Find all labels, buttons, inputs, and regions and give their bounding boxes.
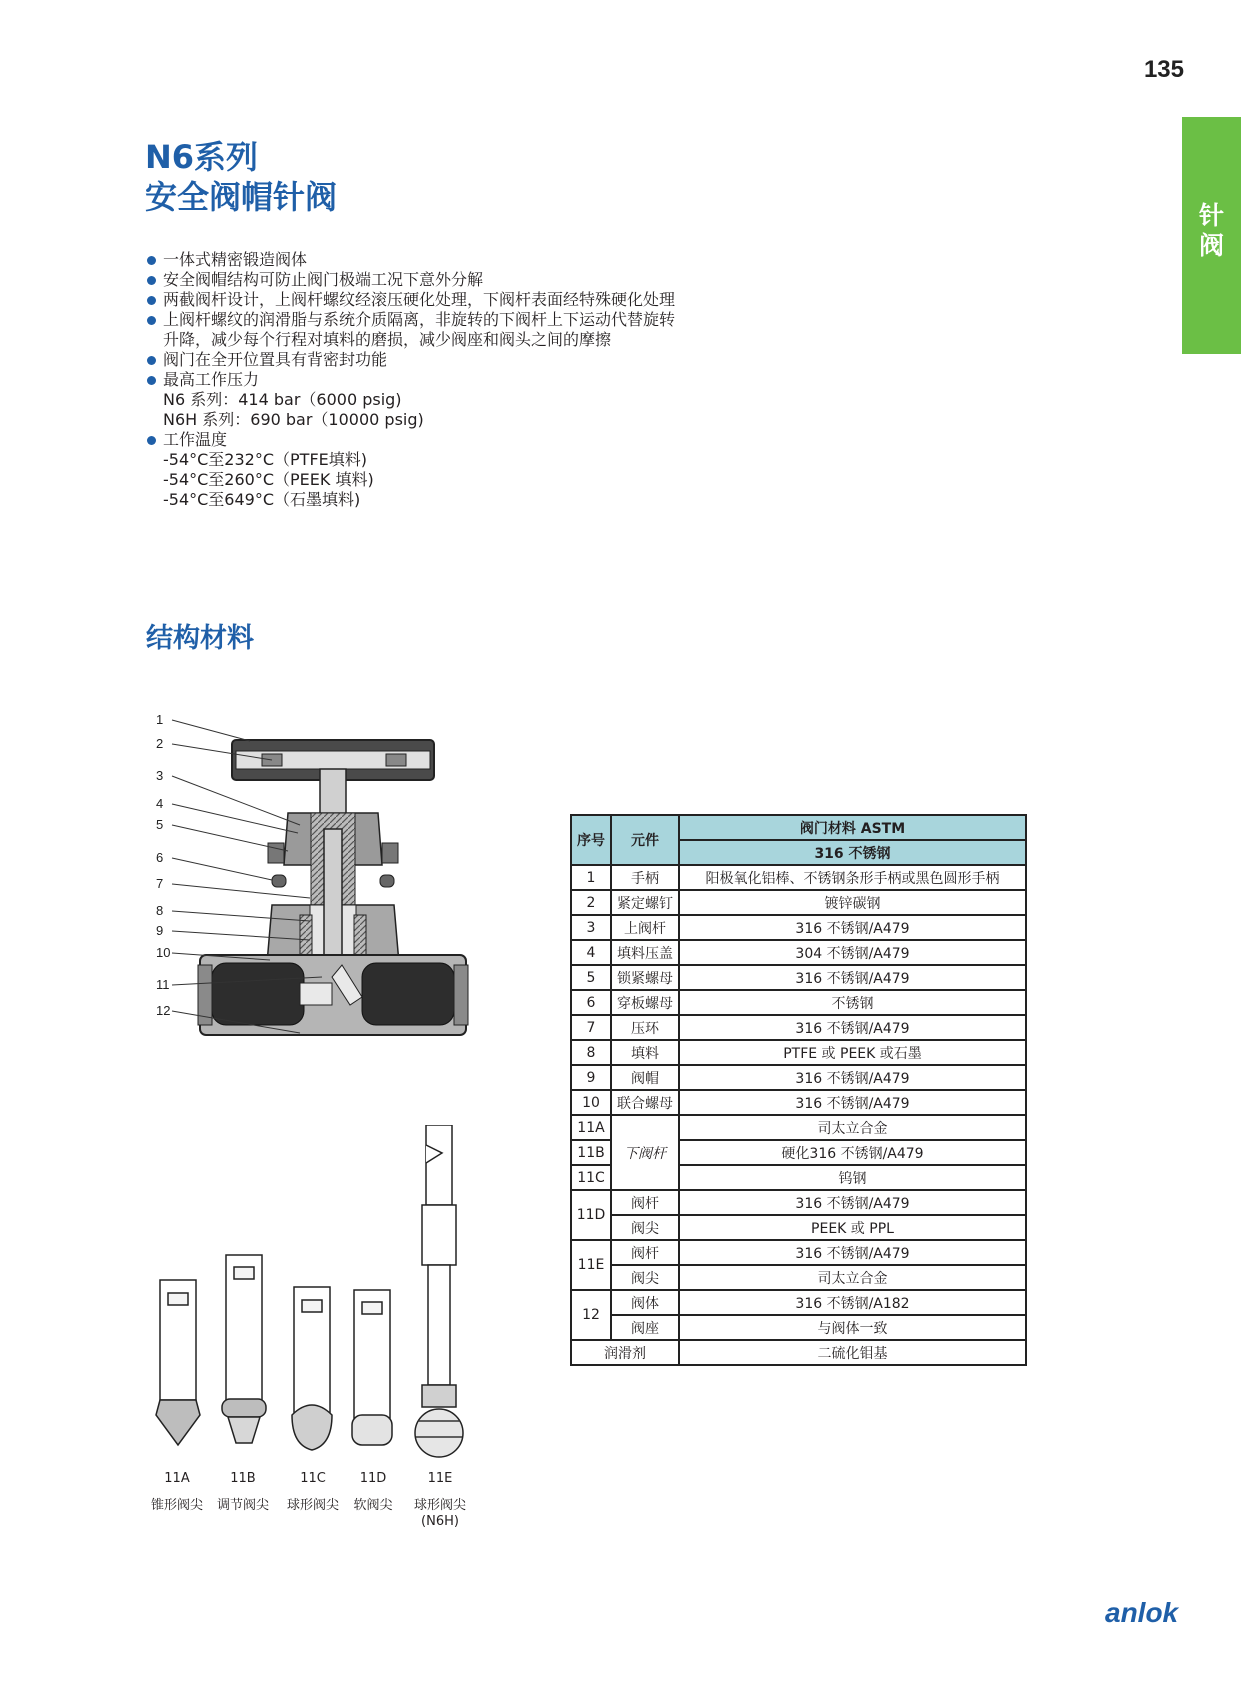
cell-material: 316 不锈钢/A479	[679, 1065, 1026, 1090]
table-row	[571, 990, 1026, 1015]
cell-part: 上阀杆	[611, 915, 679, 940]
table-row	[571, 1215, 1026, 1240]
table-row	[571, 865, 1026, 890]
tip-11d-soft	[352, 1290, 392, 1445]
table-row	[571, 1090, 1026, 1115]
feature-item: N6H 系列：690 bar（10000 psig)	[163, 410, 424, 429]
table-row	[571, 890, 1026, 915]
callout-4: 4	[156, 796, 164, 811]
cell-material: 硬化316 不锈钢/A479	[679, 1140, 1026, 1165]
cell-part: 手柄	[611, 865, 679, 890]
feature-item: 上阀杆螺纹的润滑脂与系统介质隔离，非旋转的下阀杆上下运动代替旋转	[145, 310, 675, 330]
cell-part: 锁紧螺母	[611, 965, 679, 990]
tip-label-11c: 11C 球形阀尖	[286, 1471, 339, 1513]
cell-no: 3	[571, 915, 611, 940]
tip-11e-ball-n6h	[415, 1125, 463, 1457]
cell-part: 穿板螺母	[611, 990, 679, 1015]
cell-no: 6	[571, 990, 611, 1015]
table-row	[571, 1065, 1026, 1090]
cell-material: 316 不锈钢/A479	[679, 1190, 1026, 1215]
feature-item: 最高工作压力	[145, 370, 675, 390]
cell-material: 316 不锈钢/A479	[679, 915, 1026, 940]
cell-no: 11C	[571, 1165, 611, 1190]
table-row	[571, 1265, 1026, 1290]
tip-11b-regulating	[222, 1255, 266, 1443]
cell-material: 阳极氧化铝棒、不锈钢条形手柄或黑色圆形手柄	[679, 865, 1026, 890]
cell-part: 阀尖	[611, 1265, 679, 1290]
header-material: 阀门材料 ASTM	[679, 815, 1026, 840]
cell-material: 316 不锈钢/A479	[679, 1240, 1026, 1265]
cell-material: 304 不锈钢/A479	[679, 940, 1026, 965]
table-row	[571, 1315, 1026, 1340]
cell-material: 司太立合金	[679, 1115, 1026, 1140]
cell-no: 9	[571, 1065, 611, 1090]
tip-label-11d: 11D 软阀尖	[353, 1471, 393, 1513]
cell-material: 司太立合金	[679, 1265, 1026, 1290]
table-row	[571, 1015, 1026, 1040]
cell-no: 7	[571, 1015, 611, 1040]
callout-5: 5	[156, 817, 164, 832]
feature-item: 工作温度	[145, 430, 675, 450]
feature-item: -54°C至232°C（PTFE填料)	[163, 450, 367, 469]
table-row	[571, 940, 1026, 965]
table-row	[571, 1290, 1026, 1315]
page-title	[145, 137, 337, 217]
feature-item: 安全阀帽结构可防止阀门极端工况下意外分解	[145, 270, 675, 290]
cell-no: 11D	[571, 1190, 611, 1240]
cell-no: 8	[571, 1040, 611, 1065]
cell-no: 10	[571, 1090, 611, 1115]
feature-item: -54°C至649°C（石墨填料)	[163, 490, 361, 509]
table-row	[571, 1115, 1026, 1140]
feature-list	[145, 250, 675, 510]
feature-item: 阀门在全开位置具有背密封功能	[145, 350, 675, 370]
cell-part: 阀体	[611, 1290, 679, 1315]
cell-part-lower-stem: 下阀杆	[611, 1115, 679, 1190]
feature-item: 一体式精密锻造阀体	[145, 250, 675, 270]
side-tab-line1: 针	[1198, 201, 1224, 230]
cell-material: PEEK 或 PPL	[679, 1215, 1026, 1240]
cell-no: 11A	[571, 1115, 611, 1140]
cell-material: 316 不锈钢/A479	[679, 965, 1026, 990]
page-number: 135	[1143, 56, 1184, 83]
cell-no: 4	[571, 940, 611, 965]
cell-no: 11B	[571, 1140, 611, 1165]
table-row	[571, 1040, 1026, 1065]
cell-part: 阀杆	[611, 1190, 679, 1215]
valve-cross-section-drawing	[150, 715, 480, 1075]
cell-part: 阀座	[611, 1315, 679, 1340]
cell-material: 316 不锈钢/A479	[679, 1015, 1026, 1040]
cell-no: 11E	[571, 1240, 611, 1290]
cell-lubricant-label: 润滑剂	[571, 1340, 679, 1365]
table-row	[571, 1190, 1026, 1215]
cell-part: 阀杆	[611, 1240, 679, 1265]
feature-item: -54°C至260°C（PEEK 填料)	[163, 470, 374, 489]
cell-part: 阀尖	[611, 1215, 679, 1240]
callout-11: 11	[156, 977, 170, 992]
callout-7: 7	[156, 876, 164, 891]
table-row	[571, 1240, 1026, 1265]
feature-item: 两截阀杆设计，上阀杆螺纹经滚压硬化处理，下阀杆表面经特殊硬化处理	[145, 290, 675, 310]
cell-no: 5	[571, 965, 611, 990]
header-part: 元件	[611, 815, 679, 865]
table-row	[571, 915, 1026, 940]
stem-tips-drawing	[150, 1125, 480, 1465]
cell-material: 钨钢	[679, 1165, 1026, 1190]
side-tab-needle-valve	[1182, 117, 1241, 354]
tip-11c-ball	[292, 1287, 332, 1450]
cell-material: 镀锌碳钢	[679, 890, 1026, 915]
table-header-row	[571, 815, 1026, 840]
side-tab-line2: 阀	[1198, 231, 1224, 260]
cell-no: 12	[571, 1290, 611, 1340]
cell-part: 填料压盖	[611, 940, 679, 965]
cell-material: 316 不锈钢/A182	[679, 1290, 1026, 1315]
title-series: N6系列	[145, 138, 259, 176]
header-material-grade: 316 不锈钢	[679, 840, 1026, 865]
callout-3: 3	[156, 768, 164, 783]
callout-1: 1	[156, 715, 164, 727]
cell-part: 联合螺母	[611, 1090, 679, 1115]
tip-label-11b: 11B 调节阀尖	[216, 1471, 269, 1513]
callout-8: 8	[156, 903, 164, 918]
tip-11a-cone	[156, 1280, 200, 1445]
callout-2: 2	[156, 736, 164, 751]
callout-6: 6	[156, 850, 164, 865]
feature-item: N6 系列：414 bar（6000 psig)	[163, 390, 402, 409]
section-title: 结构材料	[146, 623, 254, 654]
header-no: 序号	[571, 815, 611, 865]
callout-12: 12	[156, 1003, 171, 1018]
callout-9: 9	[156, 923, 164, 938]
tip-label-11e: 11E 球形阀尖 (N6H)	[413, 1471, 466, 1529]
cell-material: 与阀体一致	[679, 1315, 1026, 1340]
cell-material: 316 不锈钢/A479	[679, 1090, 1026, 1115]
callout-10: 10	[156, 945, 171, 960]
brand-logo: anlok	[1105, 1597, 1179, 1628]
tip-label-11a: 11A 锥形阀尖	[150, 1471, 203, 1513]
cell-material: 二硫化钼基	[679, 1340, 1026, 1365]
cell-no: 2	[571, 890, 611, 915]
cell-part: 紧定螺钉	[611, 890, 679, 915]
feature-item: 升降，减少每个行程对填料的磨损，减少阀座和阀头之间的摩擦	[163, 330, 612, 349]
cell-material: 不锈钢	[679, 990, 1026, 1015]
title-product: 安全阀帽针阀	[145, 178, 338, 216]
cell-part: 填料	[611, 1040, 679, 1065]
cell-no: 1	[571, 865, 611, 890]
cell-part: 压环	[611, 1015, 679, 1040]
table-row	[571, 965, 1026, 990]
table-row	[571, 1340, 1026, 1365]
materials-table	[570, 814, 1027, 1366]
cell-part: 阀帽	[611, 1065, 679, 1090]
cell-material: PTFE 或 PEEK 或石墨	[679, 1040, 1026, 1065]
